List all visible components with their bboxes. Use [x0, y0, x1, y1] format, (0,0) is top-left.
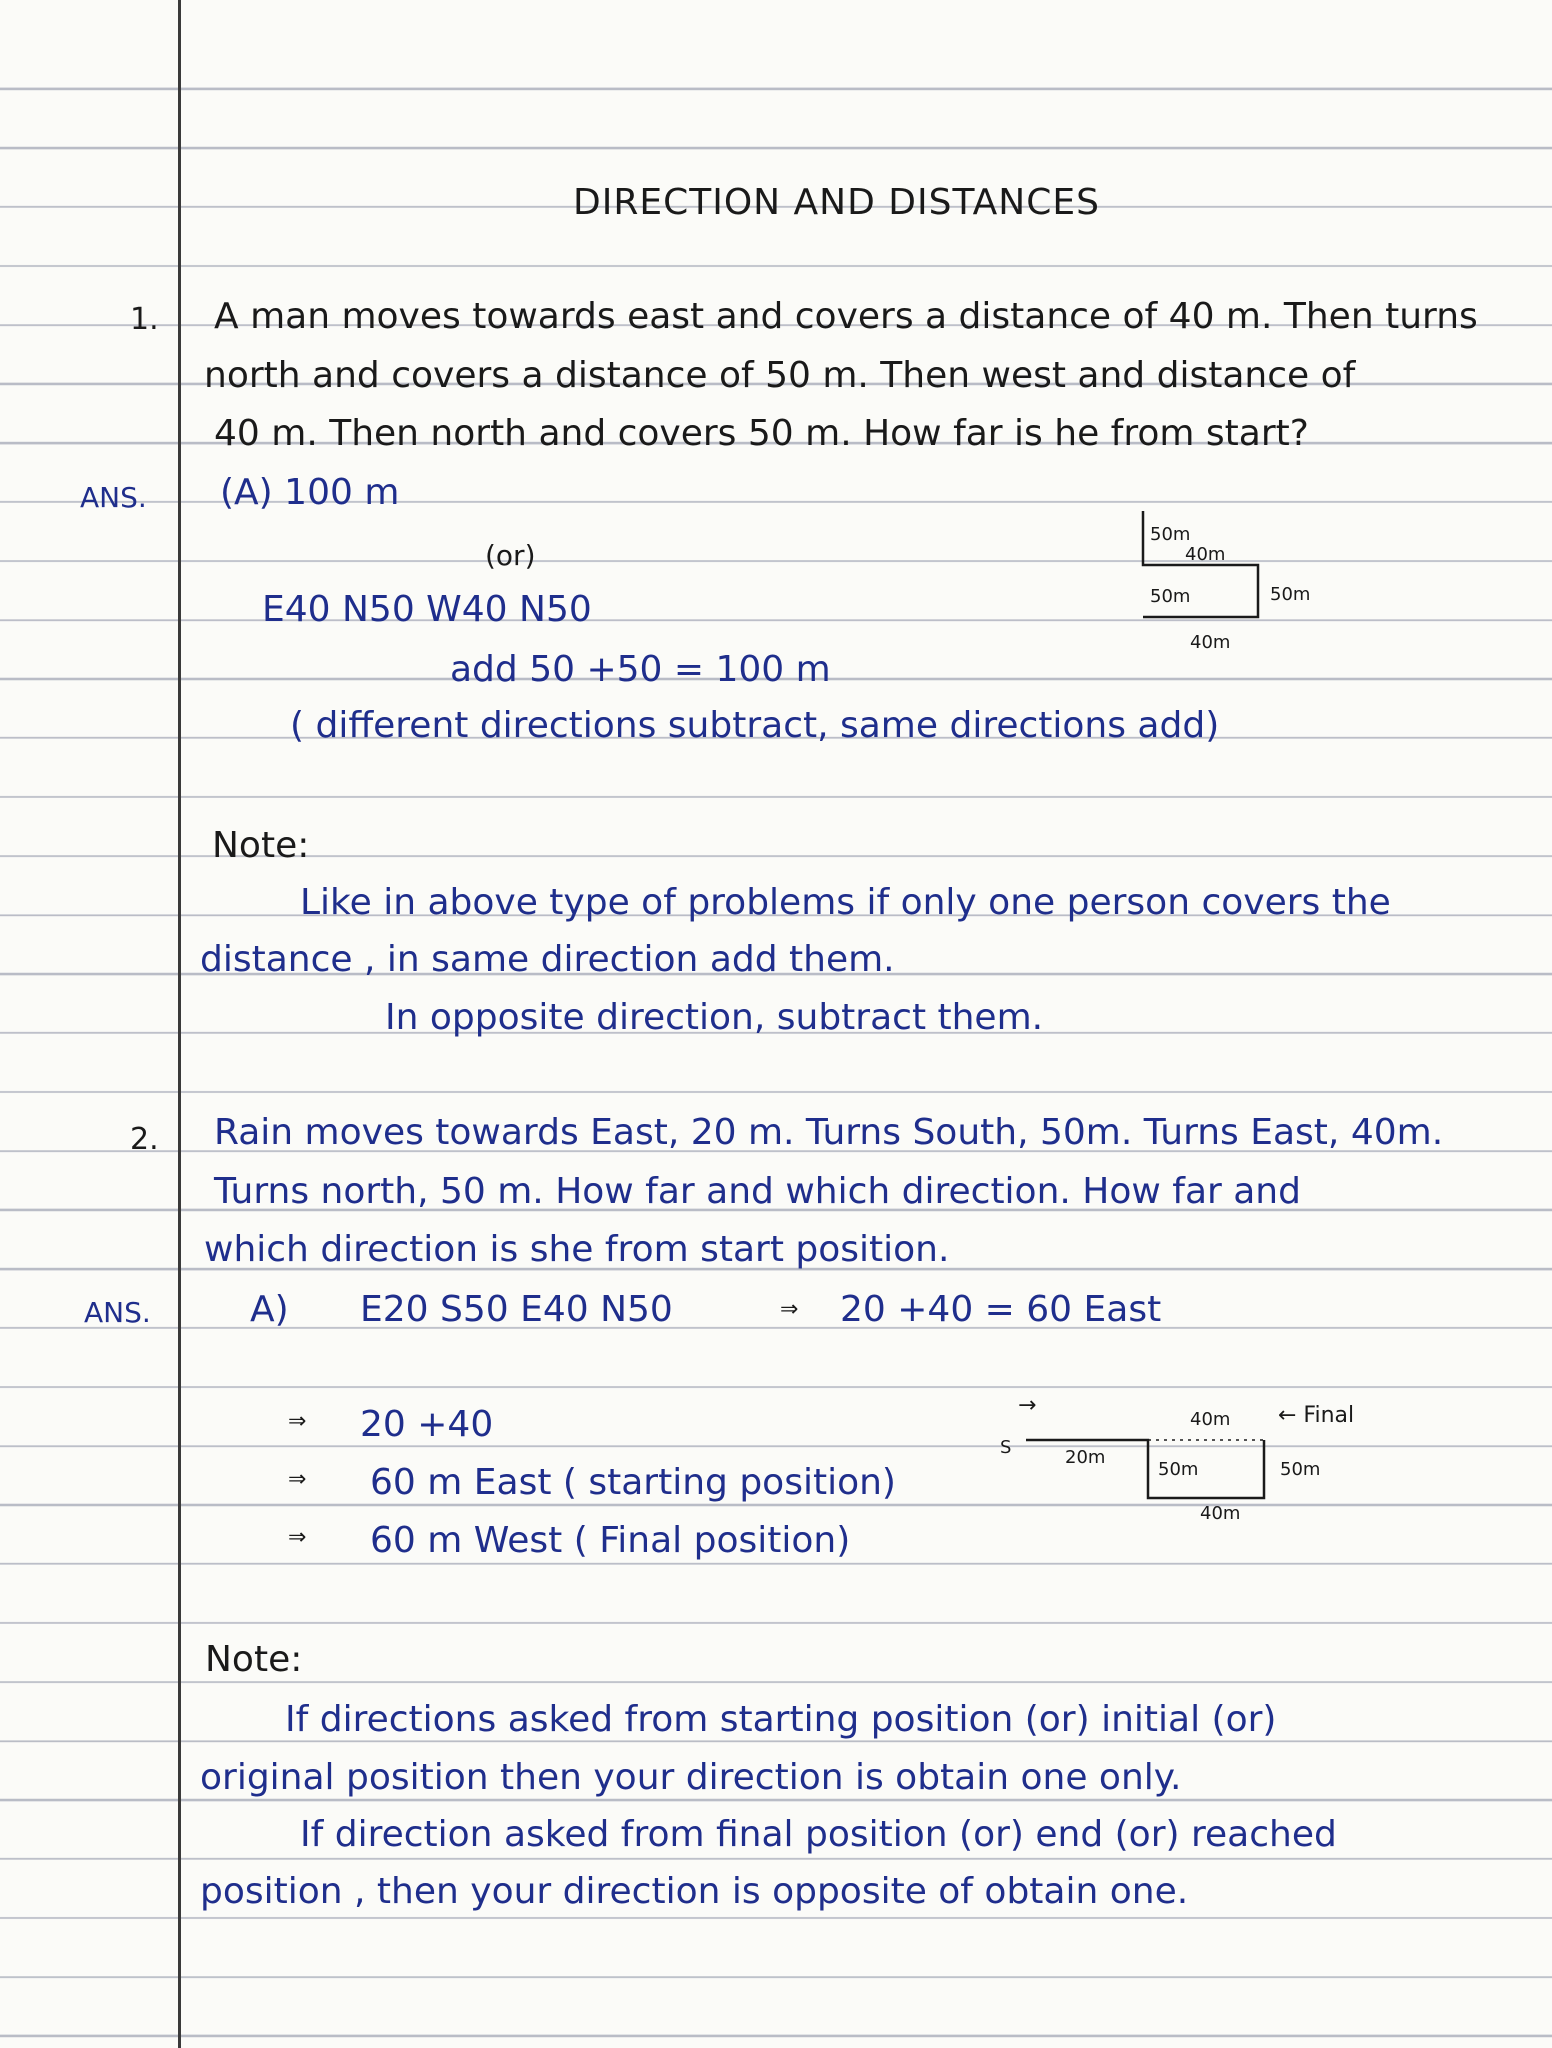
note1-line-3: In opposite direction, subtract them. [385, 997, 1044, 1038]
q2-diagram-start: S [1000, 1437, 1012, 1458]
q2-line-3: which direction is she from start position. [204, 1229, 950, 1270]
q1-diagram-bottom-40: 40m [1190, 632, 1231, 653]
q2-diagram-right-50: 50m [1280, 1459, 1321, 1480]
q1-line-3: 40 m. Then north and covers 50 m. How far is he from start? [214, 413, 1309, 454]
q2-path-diagram [990, 1392, 1370, 1532]
q2-steps-result: 20 +40 = 60 East [840, 1289, 1162, 1330]
implies-icon: ⇒ [780, 1297, 799, 1322]
q1-diagram-top-40: 40m [1185, 544, 1226, 565]
q2-work-2: 60 m East ( starting position) [370, 1462, 896, 1503]
q1-path-diagram [1130, 505, 1320, 665]
q1-rule: ( different directions subtract, same directions add) [290, 705, 1220, 746]
note1-line-1: Like in above type of problems if only one person covers the [300, 882, 1391, 923]
q2-line-2: Turns north, 50 m. How far and which direction. How far and [214, 1171, 1301, 1212]
q2-diagram-top-40: 40m [1190, 1409, 1231, 1430]
note2-line-3: If direction asked from final position (or) end (or) reached [300, 1814, 1337, 1855]
question-number-2: 2. [130, 1122, 159, 1157]
note1-line-2: distance , in same direction add them. [200, 939, 895, 980]
note2-line-4: position , then your direction is opposite of obtain one. [200, 1871, 1189, 1912]
q2-steps: E20 S50 E40 N50 [360, 1289, 673, 1330]
implies-icon: ⇒ [288, 1409, 307, 1434]
margin-line [178, 0, 181, 2048]
answer-label-2: ANS. [84, 1296, 151, 1329]
q1-answer: (A) 100 m [220, 472, 400, 513]
q2-diagram-arrow-icon: → [1018, 1393, 1037, 1418]
note2-line-2: original position then your direction is obtain one only. [200, 1757, 1182, 1798]
q1-steps: E40 N50 W40 N50 [262, 589, 592, 630]
note2-heading: Note: [205, 1639, 303, 1680]
q1-or-text: (or) [485, 539, 536, 572]
answer-label-1: ANS. [80, 481, 147, 514]
q1-diagram-left-50: 50m [1150, 586, 1191, 607]
q2-diagram-final: ← Final [1278, 1403, 1355, 1428]
implies-icon: ⇒ [288, 1525, 307, 1550]
note1-heading: Note: [212, 825, 310, 866]
q1-line-2: north and covers a distance of 50 m. Then west and distance of [204, 355, 1356, 396]
q1-diagram-right-50: 50m [1270, 584, 1311, 605]
q2-diagram-seg-20: 20m [1065, 1447, 1106, 1468]
implies-icon: ⇒ [288, 1467, 307, 1492]
q1-diagram-top-50: 50m [1150, 524, 1191, 545]
q2-work-1: 20 +40 [360, 1404, 494, 1445]
page-title: DIRECTION AND DISTANCES [573, 182, 1100, 223]
q2-diagram-left-50: 50m [1158, 1459, 1199, 1480]
note2-line-1: If directions asked from starting position (or) initial (or) [285, 1699, 1277, 1740]
q1-line-1: A man moves towards east and covers a distance of 40 m. Then turns [214, 296, 1478, 337]
q2-work-3: 60 m West ( Final position) [370, 1520, 851, 1561]
q2-diagram-bottom-40: 40m [1200, 1503, 1241, 1524]
q2-line-1: Rain moves towards East, 20 m. Turns South, 50m. Turns East, 40m. [214, 1112, 1444, 1153]
q2-answer-a: A) [250, 1289, 289, 1330]
q1-add-line: add 50 +50 = 100 m [450, 649, 831, 690]
question-number-1: 1. [130, 302, 159, 337]
